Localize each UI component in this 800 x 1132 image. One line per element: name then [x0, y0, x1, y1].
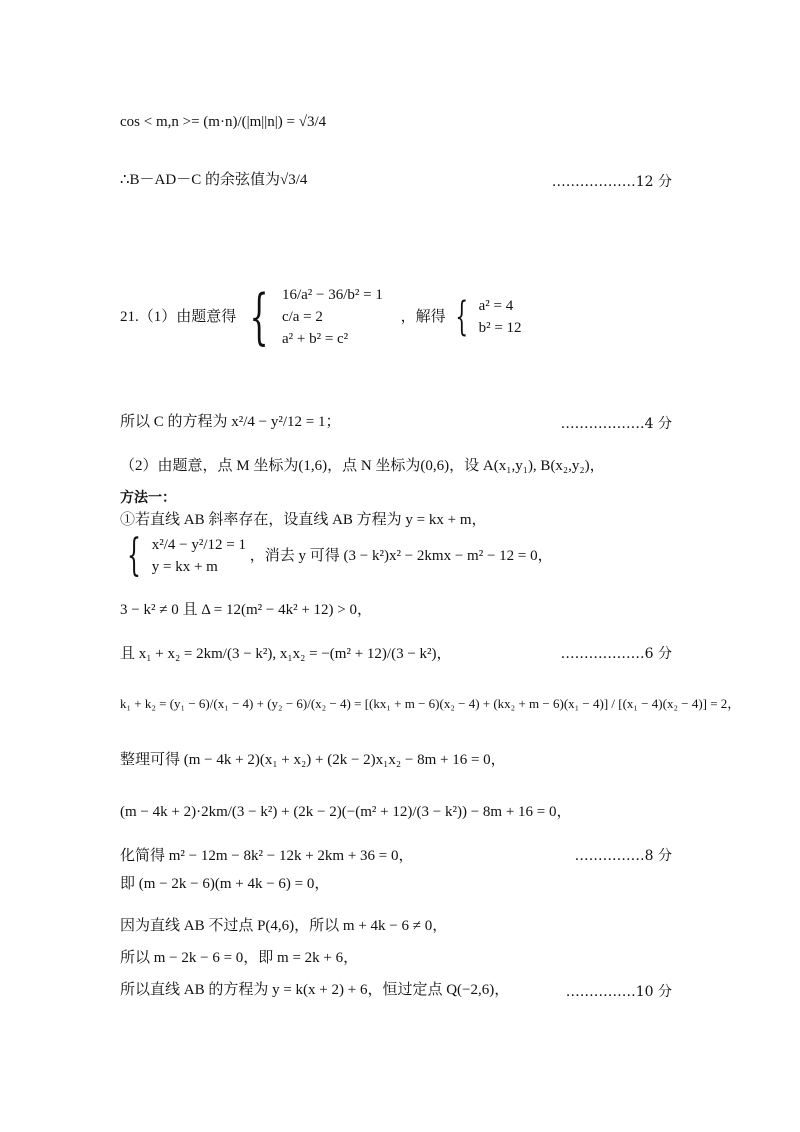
method1-heading: 方法一：	[120, 490, 176, 506]
m-value-line: 所以 m − 2k − 6 = 0，即 m = 2k + 6，	[120, 950, 359, 966]
sys1b: y = kx + m	[151, 559, 218, 575]
substitution-line: (m − 4k + 2)·2km/(3 − k²) + (2k − 2)(−(m² + 12)/(3 − k²)) − 8m + 16 = 0，	[120, 804, 572, 820]
elimination-line	[120, 530, 553, 581]
system-2	[152, 534, 246, 578]
not-through-P-line: 因为直线 AB 不过点 P(4,6)，所以 m + 4k − 6 ≠ 0，	[120, 918, 448, 934]
q21-part1	[120, 284, 522, 350]
eliminate-text: ，消去 y 可得 (3 − k²)x² − 2kmx − m² − 12 = 0，	[249, 548, 553, 564]
score-6: ………………6 分	[560, 646, 672, 662]
part2-intro: （2）由题意，点 M 坐标为(1,6)，点 N 坐标为(0,6)，设 A(x₁,y₁), B(x₂,y₂)，	[120, 458, 605, 474]
factor-line: 即 (m − 2k − 6)(m + 4k − 6) = 0，	[120, 876, 330, 892]
cos-formula: cos < m,n >= (m·n)/(|m||n|) = √3/4	[120, 114, 327, 130]
discriminant-line: 3 − k² ≠ 0 且 Δ = 12(m² − 4k² + 12) > 0，	[120, 602, 372, 618]
left-brace-2: {	[455, 294, 469, 340]
q21-eq3: a² + b² = c²	[281, 331, 349, 347]
dihedral-value: √3/4	[279, 172, 308, 188]
sys1a: x²/4 − y²/12 = 1	[151, 537, 246, 553]
score-8: ……………8 分	[574, 848, 672, 864]
simplify-line: 化简得 m² − 12m − 8k² − 12k + 2km + 36 = 0，	[120, 848, 414, 864]
q21-solve-label: ，解得	[400, 309, 446, 325]
vieta-line: 且 x₁ + x₂ = 2km/(3 − k²), x₁x₂ = −(m² + 12)/(3 − k²)，	[120, 646, 452, 662]
case1-line: ①若直线 AB 斜率存在，设直线 AB 方程为 y = kx + m，	[120, 512, 487, 528]
q21-eq2: c/a = 2	[281, 309, 323, 325]
tidy-line: 整理可得 (m − 4k + 2)(x₁ + x₂) + (2k − 2)x₁x₂ − 8m + 16 = 0，	[120, 752, 506, 768]
q21-eq1: 16/a² − 36/b² = 1	[281, 287, 383, 303]
left-brace: {	[249, 282, 269, 352]
dihedral-cosine-line: ∴B－AD－C 的余弦值为√3/4	[120, 172, 308, 188]
q21-label: 21.（1）由题意得	[120, 309, 237, 325]
left-brace-3: {	[127, 530, 141, 581]
final-line: 所以直线 AB 的方程为 y = k(x + 2) + 6，恒过定点 Q(−2,6)，	[120, 982, 510, 998]
slope-sum-line: k₁ + k₂ = (y₁ − 6)/(x₁ − 4) + (y₂ − 6)/(x₂ − 4) = [(kx₁ + m − 6)(x₂ − 4) + (kx₂ + m − 6)(x₁ − 4)] / [(x₁ − 4)(x₂ − 4)] = 2，	[120, 696, 741, 711]
score-10: ……………10 分	[565, 984, 672, 1000]
q21-sol1: a² = 4	[478, 298, 514, 314]
q21-solution	[479, 295, 522, 339]
q21-sol2: b² = 12	[478, 320, 522, 336]
score-12: ………………12 分	[551, 174, 672, 190]
score-4: ………………4 分	[560, 416, 672, 432]
q21-system	[282, 284, 383, 350]
q21-equation-line: 所以 C 的方程为 x²/4 − y²/12 = 1；	[120, 414, 341, 430]
